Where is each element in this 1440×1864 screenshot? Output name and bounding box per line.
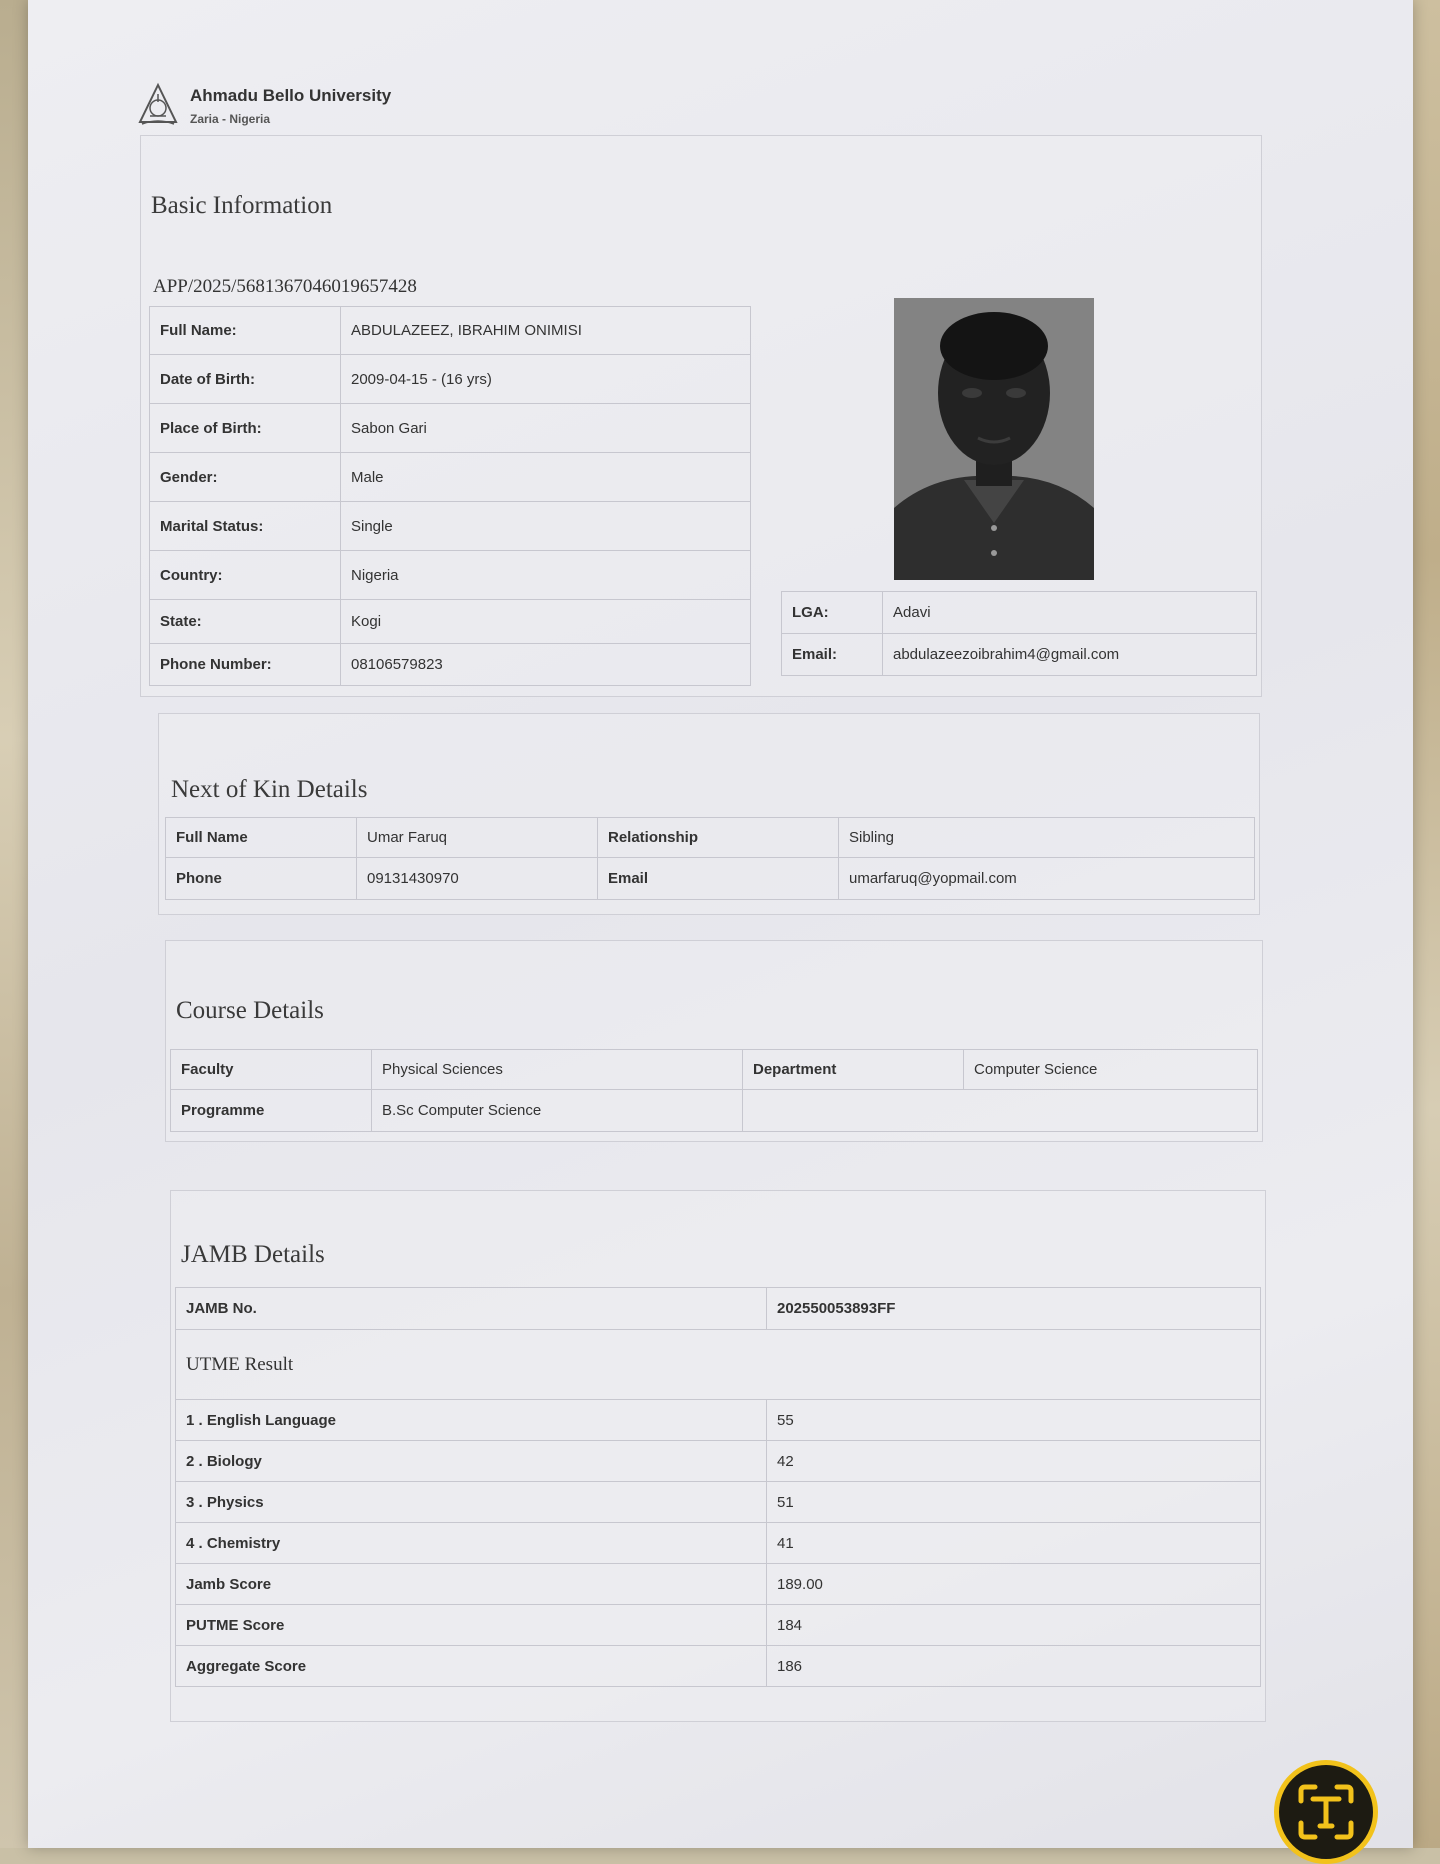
next-of-kin-section bbox=[158, 713, 1260, 915]
table-row bbox=[171, 1090, 1258, 1132]
jamb-score-value: 189.00 bbox=[767, 1564, 1261, 1605]
table-row bbox=[150, 600, 751, 644]
kin-relationship-value: Sibling bbox=[839, 818, 1255, 858]
table-row bbox=[176, 1400, 1261, 1441]
subject-physics-score: 51 bbox=[767, 1482, 1261, 1523]
kin-full-name-value: Umar Faruq bbox=[357, 818, 598, 858]
full-name-value: ABDULAZEEZ, IBRAHIM ONIMISI bbox=[341, 307, 751, 355]
table-row bbox=[150, 502, 751, 551]
kin-relationship-label: Relationship bbox=[598, 818, 839, 858]
application-number: APP/2025/5681367046019657428 bbox=[153, 276, 417, 297]
table-row bbox=[176, 1646, 1261, 1687]
subject-english-score: 55 bbox=[767, 1400, 1261, 1441]
country-label: Country: bbox=[150, 551, 341, 600]
paper-document bbox=[28, 0, 1413, 1848]
table-row bbox=[176, 1441, 1261, 1482]
kin-email-label: Email bbox=[598, 858, 839, 900]
university-header bbox=[136, 82, 391, 128]
department-value: Computer Science bbox=[964, 1050, 1258, 1090]
country-value: Nigeria bbox=[341, 551, 751, 600]
utme-result-heading: UTME Result bbox=[176, 1330, 1261, 1400]
text-scan-button[interactable] bbox=[1274, 1760, 1378, 1864]
jamb-score-label: Jamb Score bbox=[176, 1564, 767, 1605]
course-details-title: Course Details bbox=[176, 997, 324, 1024]
programme-value: B.Sc Computer Science bbox=[372, 1090, 743, 1132]
putme-score-label: PUTME Score bbox=[176, 1605, 767, 1646]
lga-label: LGA: bbox=[782, 592, 883, 634]
putme-score-value: 184 bbox=[767, 1605, 1261, 1646]
jamb-details-table bbox=[175, 1287, 1261, 1687]
table-row bbox=[166, 818, 1255, 858]
jamb-no-value: 202550053893FF bbox=[767, 1288, 1261, 1330]
empty-cell bbox=[743, 1090, 1258, 1132]
gender-value: Male bbox=[341, 453, 751, 502]
basic-info-side-table bbox=[781, 591, 1257, 676]
subject-physics-label: 3 . Physics bbox=[176, 1482, 767, 1523]
table-row bbox=[171, 1050, 1258, 1090]
jamb-details-title: JAMB Details bbox=[181, 1241, 325, 1268]
subject-chemistry-label: 4 . Chemistry bbox=[176, 1523, 767, 1564]
table-row bbox=[150, 355, 751, 404]
text-scan-icon bbox=[1293, 1779, 1359, 1845]
course-details-section bbox=[165, 940, 1263, 1142]
jamb-details-section bbox=[170, 1190, 1266, 1722]
jamb-no-label: JAMB No. bbox=[176, 1288, 767, 1330]
subject-biology-label: 2 . Biology bbox=[176, 1441, 767, 1482]
table-row bbox=[176, 1564, 1261, 1605]
table-row bbox=[166, 858, 1255, 900]
gender-label: Gender: bbox=[150, 453, 341, 502]
phone-number-value: 08106579823 bbox=[341, 644, 751, 686]
table-row bbox=[150, 307, 751, 355]
table-row bbox=[176, 1523, 1261, 1564]
basic-info-title: Basic Information bbox=[151, 192, 333, 219]
faculty-label: Faculty bbox=[171, 1050, 372, 1090]
table-row bbox=[150, 551, 751, 600]
kin-phone-value: 09131430970 bbox=[357, 858, 598, 900]
programme-label: Programme bbox=[171, 1090, 372, 1132]
course-details-table bbox=[170, 1049, 1258, 1132]
email-value: abdulazeezoibrahim4@gmail.com bbox=[883, 634, 1257, 676]
lga-value: Adavi bbox=[883, 592, 1257, 634]
next-of-kin-title: Next of Kin Details bbox=[171, 776, 368, 803]
university-location: Zaria - Nigeria bbox=[190, 112, 271, 126]
department-label: Department bbox=[743, 1050, 964, 1090]
table-row bbox=[150, 453, 751, 502]
place-of-birth-label: Place of Birth: bbox=[150, 404, 341, 453]
place-of-birth-value: Sabon Gari bbox=[341, 404, 751, 453]
faculty-value: Physical Sciences bbox=[372, 1050, 743, 1090]
dob-value: 2009-04-15 - (16 yrs) bbox=[341, 355, 751, 404]
table-row bbox=[176, 1605, 1261, 1646]
phone-number-label: Phone Number: bbox=[150, 644, 341, 686]
kin-phone-label: Phone bbox=[166, 858, 357, 900]
subject-chemistry-score: 41 bbox=[767, 1523, 1261, 1564]
subject-english-label: 1 . English Language bbox=[176, 1400, 767, 1441]
table-row bbox=[176, 1288, 1261, 1330]
email-label: Email: bbox=[782, 634, 883, 676]
table-row bbox=[150, 644, 751, 686]
dob-label: Date of Birth: bbox=[150, 355, 341, 404]
table-row bbox=[782, 634, 1257, 676]
marital-status-label: Marital Status: bbox=[150, 502, 341, 551]
marital-status-value: Single bbox=[341, 502, 751, 551]
table-row bbox=[176, 1482, 1261, 1523]
kin-full-name-label: Full Name bbox=[166, 818, 357, 858]
subject-biology-score: 42 bbox=[767, 1441, 1261, 1482]
kin-email-value: umarfaruq@yopmail.com bbox=[839, 858, 1255, 900]
aggregate-score-value: 186 bbox=[767, 1646, 1261, 1687]
university-name: Ahmadu Bello University bbox=[190, 86, 392, 105]
passport-photo bbox=[894, 298, 1094, 580]
university-crest-icon bbox=[136, 82, 180, 128]
basic-info-table bbox=[149, 306, 751, 686]
aggregate-score-label: Aggregate Score bbox=[176, 1646, 767, 1687]
state-value: Kogi bbox=[341, 600, 751, 644]
next-of-kin-table bbox=[165, 817, 1255, 900]
table-row bbox=[176, 1330, 1261, 1400]
full-name-label: Full Name: bbox=[150, 307, 341, 355]
table-row bbox=[150, 404, 751, 453]
state-label: State: bbox=[150, 600, 341, 644]
table-row bbox=[782, 592, 1257, 634]
